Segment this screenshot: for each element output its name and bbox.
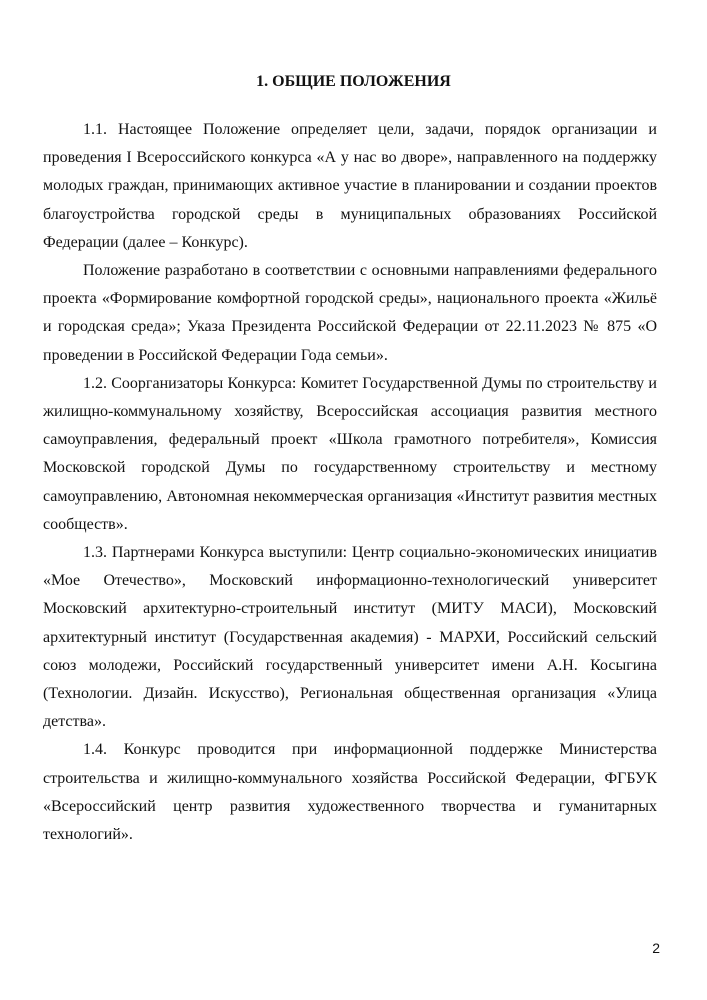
paragraph-1-2: 1.2. Соорганизаторы Конкурса: Комитет Государственной Думы по строительству и жилищно-коммунальному хозяйству, Всероссийская ассоциация развития местного самоуправления, федеральный проект «Школа грамотного потребителя», Комиссия Московской городской Думы по государственному строительству и местному самоуправлению, Автономная некоммерческая организация «Институт развития местных сообществ». bbox=[43, 374, 657, 533]
paragraph-1-4: 1.4. Конкурс проводится при информационной поддержке Министерства строительства и жилищно-коммунального хозяйства Российской Федерации, ФГБУК «Всероссийский центр развития художественного творчества и гуманитарных технологий». bbox=[43, 741, 657, 844]
paragraph-1-1: 1.1. Настоящее Положение определяет цели, задачи, порядок организации и проведения I Всероссийского конкурса «А у нас во дворе», направленного на поддержку молодых граждан, принимающих активное участие в планировании и создании проектов благоустройства городской среды в муниципальных образованиях Российской Федерации (далее – Конкурс). bbox=[43, 121, 657, 251]
paragraph-basis: Положение разработано в соответствии с основными направлениями федерального проекта «Формирование комфортной городской среды», национального проекта «Жильё и городская среда»; Указа Президента Российской Федерации от 22.11.2023 № 875 «О проведении в Российской Федерации Года семьи». bbox=[43, 262, 657, 364]
section-title: 1. ОБЩИЕ ПОЛОЖЕНИЯ bbox=[256, 73, 451, 90]
paragraph-1-3: 1.3. Партнерами Конкурса выступили: Центр социально-экономических инициатив «Мое Отечество», Московский информационно-технологический университет Московский архитектурно-строительный институт (МИТУ МАСИ), Московский архитектурный институт (Государственная академия) - МАРХИ, Российский сельский союз молодежи, Российский государственный университет имени А.Н. Косыгина (Технологии. Дизайн. Искусство), Региональная общественная организация «Улица детства». bbox=[43, 544, 657, 731]
page-number: 2 bbox=[652, 940, 660, 956]
document-body bbox=[43, 116, 657, 849]
